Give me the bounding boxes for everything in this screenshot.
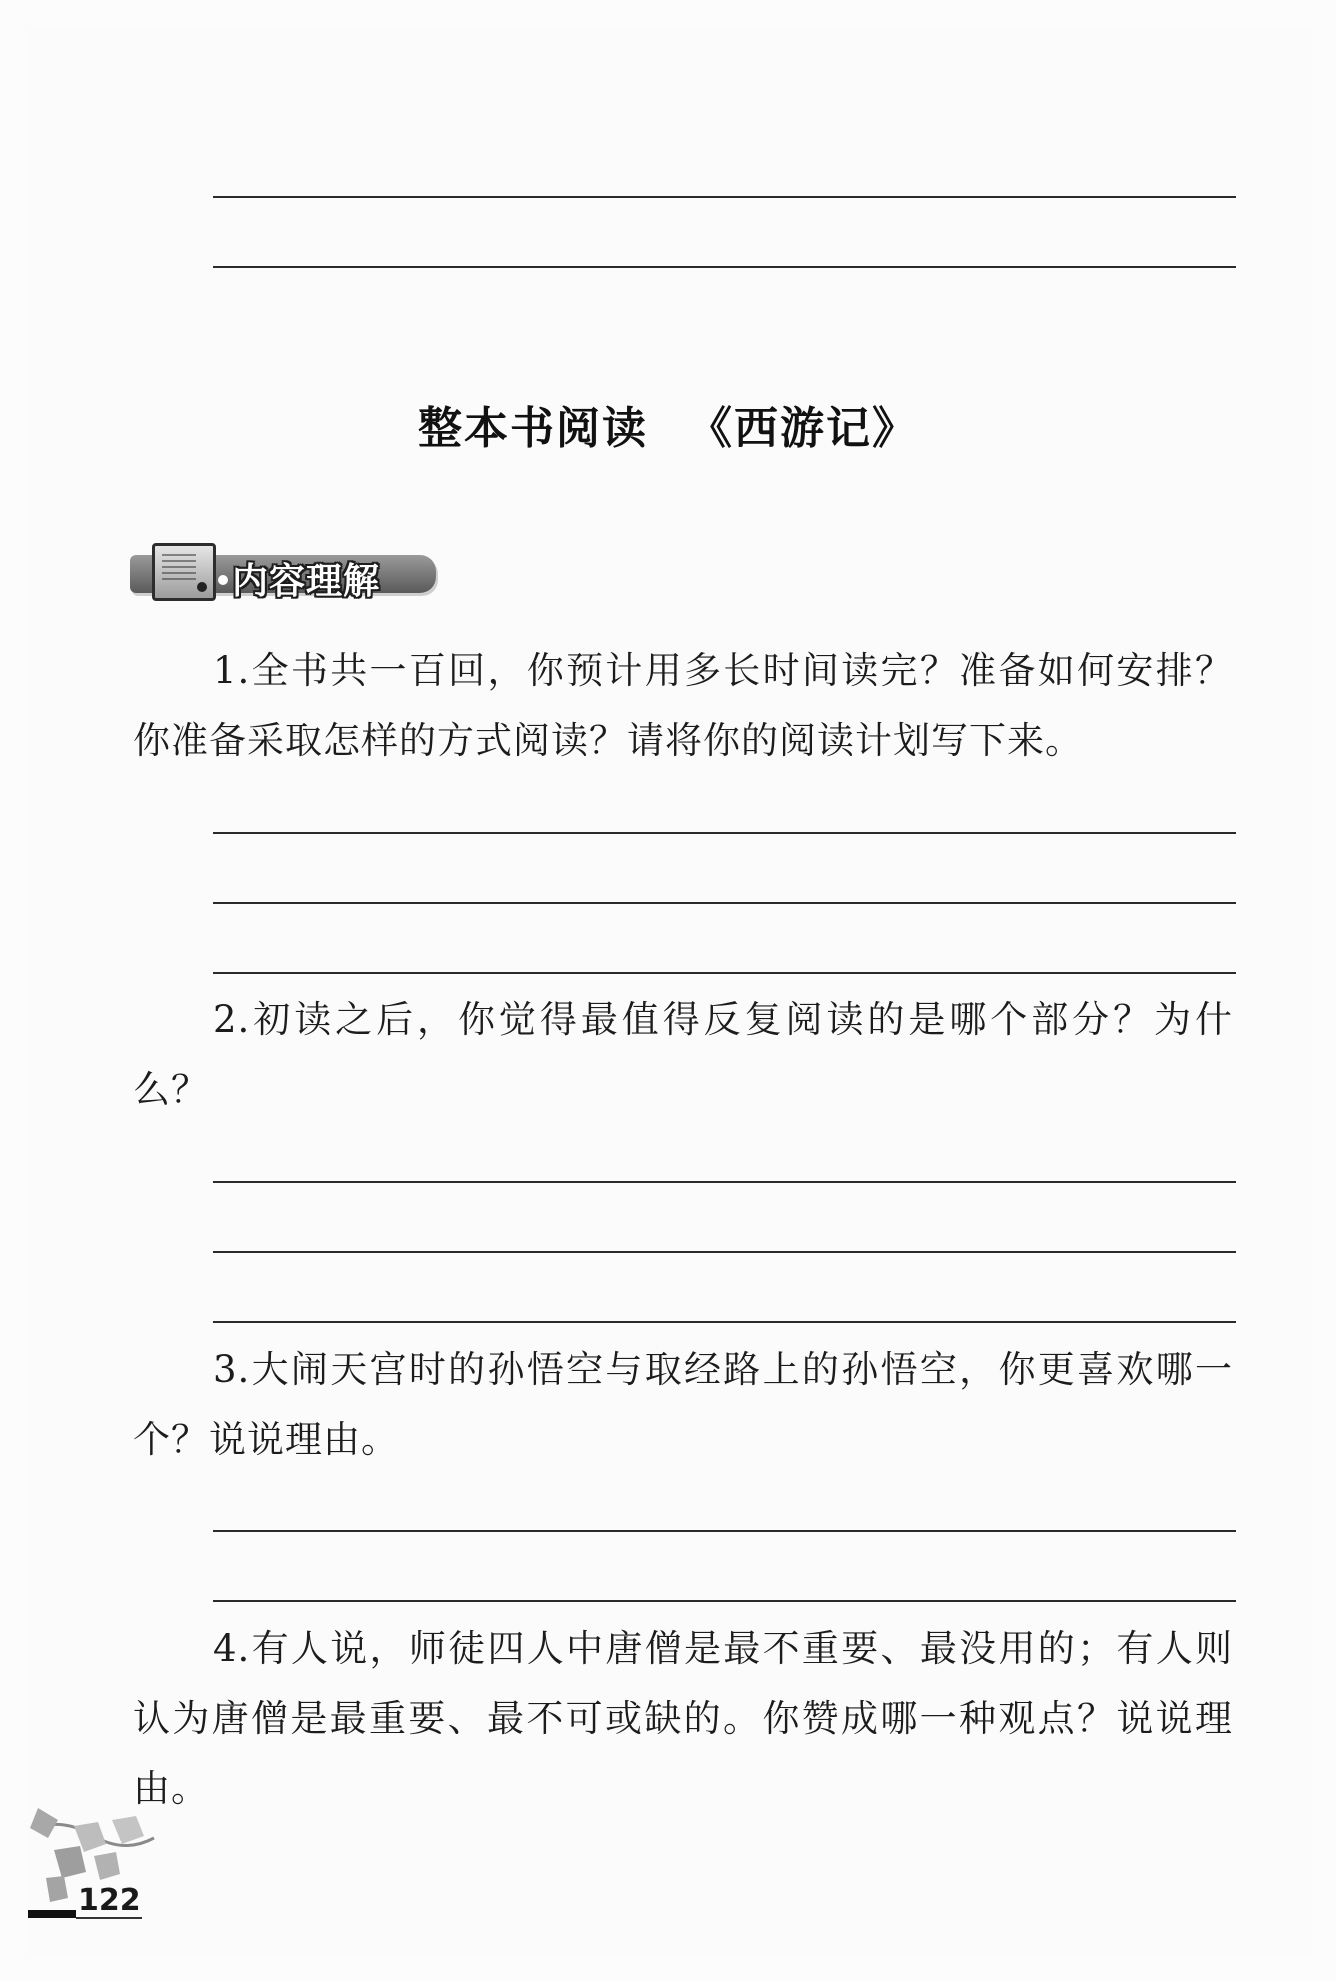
answer-line[interactable]	[213, 196, 1236, 198]
question-1	[133, 636, 1233, 776]
answer-line[interactable]	[213, 972, 1236, 974]
title-book: 《西游记》	[688, 403, 918, 454]
answer-line[interactable]	[213, 266, 1236, 268]
question-text: 全书共一百回，你预计用多长时间读完？准备如何安排？你准备采取怎样的方式阅读？请将你的阅读计划写下来。	[133, 649, 1233, 762]
answer-line[interactable]	[213, 1181, 1236, 1183]
answer-line[interactable]	[213, 1530, 1236, 1532]
page-title	[0, 392, 1336, 456]
page-number: 122	[78, 1883, 141, 1918]
question-number: 2.	[213, 998, 251, 1041]
section-label: 内容理解	[232, 561, 381, 602]
question-2	[133, 985, 1233, 1125]
question-number: 1.	[213, 649, 251, 692]
answer-line[interactable]	[213, 1600, 1236, 1602]
book-icon	[152, 543, 216, 601]
question-text: 初读之后，你觉得最值得反复阅读的是哪个部分？为什么？	[133, 998, 1233, 1111]
question-3	[133, 1335, 1233, 1475]
question-4	[133, 1614, 1233, 1824]
badge-dot	[218, 575, 228, 585]
question-number: 4.	[213, 1627, 251, 1670]
question-number: 3.	[213, 1348, 251, 1391]
question-text: 大闹天宫时的孙悟空与取经路上的孙悟空，你更喜欢哪一个？说说理由。	[133, 1348, 1233, 1461]
section-badge	[130, 541, 440, 602]
answer-line[interactable]	[213, 1321, 1236, 1323]
answer-line[interactable]	[213, 832, 1236, 834]
title-main: 整本书阅读	[418, 403, 648, 454]
page-number-rule	[76, 1917, 142, 1919]
question-text: 有人说，师徒四人中唐僧是最不重要、最没用的；有人则认为唐僧是最重要、最不可或缺的。你赞成哪一种观点？说说理由。	[133, 1627, 1233, 1810]
answer-line[interactable]	[213, 902, 1236, 904]
answer-line[interactable]	[213, 1251, 1236, 1253]
page-number-bar	[28, 1910, 76, 1918]
